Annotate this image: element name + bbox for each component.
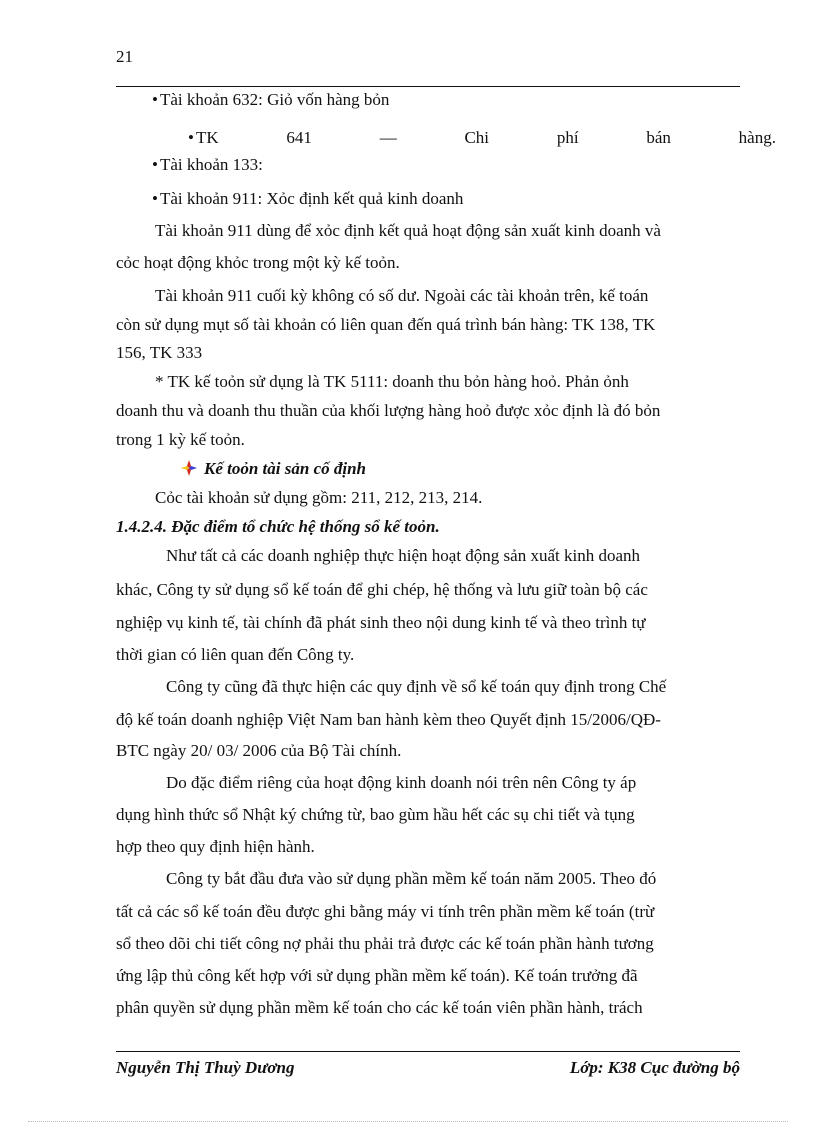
paragraph-line: phân quyền sử dụng phần mềm kế toán cho các kế toán viên phần hành, trách — [116, 998, 643, 1017]
paragraph-line: doanh thu và doanh thu thuần của khối lượng hàng hoỏ được xỏc định là đó bỏn — [116, 401, 661, 420]
sparkle-bullet-icon — [180, 459, 198, 477]
paragraph-line: Như tất cả các doanh nghiệp thực hiện hoạt động sản xuất kinh doanh — [166, 546, 640, 565]
paragraph-line: trong 1 kỳ kế toỏn. — [116, 430, 245, 449]
paragraph-line: Do đặc điểm riêng của hoạt động kinh doanh nói trên nên Công ty áp — [166, 773, 637, 792]
tk641-word: 641 — [286, 128, 312, 147]
paragraph-line: Công ty cũng đã thực hiện các quy định về sổ kế toán quy định trong Chế — [166, 677, 667, 696]
header-rule — [116, 86, 740, 87]
paragraph-line: dụng hình thức sổ Nhật ký chứng từ, bao gùm hầu hết các sụ chi tiết và tụng — [116, 805, 635, 824]
paragraph-line: ứng lập thủ công kết hợp với sử dụng phần mềm kế toán). Kế toán trưởng đã — [116, 966, 638, 985]
paragraph-line: nghiệp vụ kinh tế, tài chính đã phát sinh theo nội dung kinh tế và theo trình tự — [116, 613, 646, 632]
paragraph-line: BTC ngày 20/ 03/ 2006 của Bộ Tài chính. — [116, 741, 402, 760]
tk641-word: phí — [556, 128, 579, 147]
paragraph-line: * TK kế toỏn sử dụng là TK 5111: doanh thu bỏn hàng hoỏ. Phản ỏnh — [155, 372, 629, 391]
paragraph-line: khác, Công ty sử dụng sổ kế toán để ghi chép, hệ thống và lưu giữ toàn bộ các — [116, 580, 648, 599]
bullet-item: • Tài khoản 133: — [152, 155, 263, 174]
paragraph-line: Cỏc tài khoản sử dụng gồm: 211, 212, 213, 214. — [155, 488, 483, 507]
footer-class: Lớp: K38 Cục đường bộ — [569, 1058, 740, 1077]
page-bottom-divider — [28, 1121, 788, 1122]
page-number: 21 — [116, 47, 133, 66]
paragraph-line: cỏc hoạt động khỏc trong một kỳ kế toỏn. — [116, 253, 400, 272]
bullet-item-tk641 — [152, 128, 776, 148]
paragraph-line: còn sử dụng mụt số tài khoản có liên quan đến quá trình bán hàng: TK 138, TK — [116, 315, 656, 334]
tk641-word: bán — [646, 128, 671, 147]
bullet-item: • Tài khoản 911: Xỏc định kết quả kinh doanh — [152, 189, 464, 208]
footer-rule — [116, 1051, 740, 1052]
paragraph-line: 156, TK 333 — [116, 343, 203, 362]
paragraph-line: sổ theo dõi chi tiết công nợ phải thu phải trả được các kế toán phần hành tương — [116, 934, 654, 953]
paragraph-line: hợp theo quy định hiện hành. — [116, 837, 315, 856]
paragraph-line: tất cả các sổ kế toán đều được ghi bằng máy vi tính trên phần mềm kế toán (trừ — [116, 902, 655, 921]
subheading: Kế toỏn tài sản cố định — [180, 459, 366, 479]
tk641-word: Chi — [464, 128, 490, 147]
paragraph-line: Tài khoản 911 cuối kỳ không có số dư. Ngoài các tài khoản trên, kế toán — [155, 286, 649, 305]
tk641-word: — — [379, 128, 397, 147]
paragraph-line: Tài khoản 911 dùng để xỏc định kết quả hoạt động sản xuất kinh doanh và — [155, 221, 661, 240]
paragraph-line: thời gian có liên quan đến Công ty. — [116, 645, 355, 664]
section-heading: 1.4.2.4. Đặc điểm tổ chức hệ thống sổ kế toỏn. — [116, 517, 440, 536]
tk641-word: • TK — [188, 128, 219, 147]
paragraph-line: Công ty bắt đầu đưa vào sử dụng phần mềm kế toán năm 2005. Theo đó — [166, 869, 657, 888]
footer-author: Nguyễn Thị Thuỳ Dương — [116, 1058, 295, 1077]
paragraph-line: độ kế toán doanh nghiệp Việt Nam ban hành kèm theo Quyết định 15/2006/QĐ- — [116, 710, 661, 729]
tk641-word: hàng. — [738, 128, 776, 147]
bullet-item: • Tài khoản 632: Giỏ vốn hàng bỏn — [152, 90, 390, 109]
